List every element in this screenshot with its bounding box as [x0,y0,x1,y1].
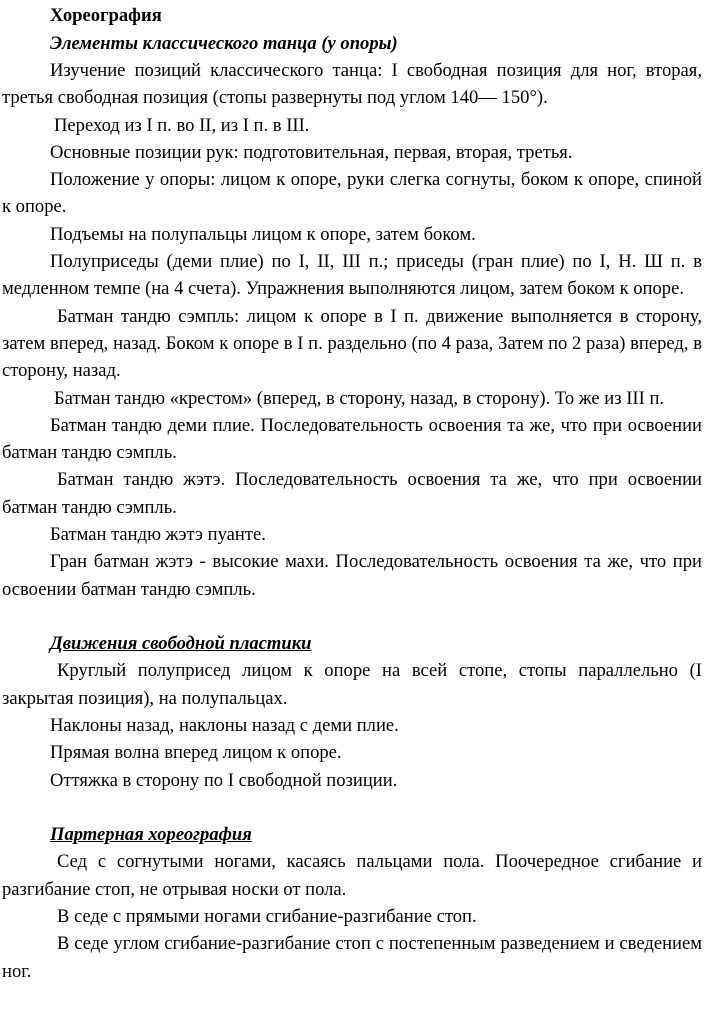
paragraph: Переход из I п. во II, из I п. в III. [54,114,310,136]
paragraph: Основные позиции рук: подготовительная, первая, вторая, третья. [50,141,573,163]
paragraph: Батман тандю сэмпль: лицом к опоре в I п. движение выполняется в сторону, затем вперед, назад. Боком к опоре в I п. раздельно (по 4 раза, Затем по 2 раза) вперед, в сторону, назад. [2,305,702,382]
section-heading-classical: Элементы классического танца (у опоры) [50,32,398,54]
section-heading-parterre: Партерная хореография [50,823,252,845]
section-heading-free-plastic: Движения свободной пластики [50,632,312,654]
paragraph: Изучение позиций классического танца: I свободная позиция для ног, вторая, третья свободная позиция (стопы развернуты под углом 140— 150°). [2,60,702,109]
paragraph: В седе углом сгибание-разгибание стоп с постепенным разведением и сведением ног. [2,933,702,982]
document-page [2,2,702,985]
paragraph: Полуприседы (деми плие) по I, II, III п.; приседы (гран плие) по I, Н. Ш п. в медленном темпе (на 4 счета). Упражнения выполняются лицом, затем боком к опоре. [2,251,702,300]
paragraph: Круглый полуприсед лицом к опоре на всей стопе, стопы параллельно (I закрытая позиция), на полупальцах. [2,660,702,709]
paragraph: Батман тандю деми плие. Последовательность освоения та же, что при освоении батман тандю сэмпль. [2,414,702,464]
paragraph: Прямая волна вперед лицом к опоре. [50,742,342,764]
paragraph: В седе с прямыми ногами сгибание-разгибание стоп. [57,906,477,928]
paragraph: Сед с согнутыми ногами, касаясь пальцами пола. Поочередное сгибание и разгибание стоп, не отрывая носки от пола. [2,851,702,900]
paragraph: Батман тандю жэтэ пуанте. [50,524,266,546]
paragraph: Батман тандю жэтэ. Последовательность освоения та же, что при освоении батман тандю сэмпль. [2,469,702,518]
spacer [2,603,702,630]
paragraph: Наклоны назад, наклоны назад с деми плие. [50,715,399,737]
paragraph: Батман тандю «крестом» (вперед, в сторону, назад, в сторону). То же из III п. [54,387,665,409]
paragraph: Гран батман жэтэ - высокие махи. Последовательность освоения та же, что при освоении батман тандю сэмпль. [2,551,702,600]
paragraph: Оттяжка в сторону по I свободной позиции. [50,769,398,791]
document-title: Хореография [50,5,162,26]
paragraph: Подъемы на полупальцы лицом к опоре, затем боком. [50,223,476,245]
spacer [2,794,702,821]
paragraph: Положение у опоры: лицом к опоре, руки слегка согнуты, боком к опоре, спиной к опоре. [2,169,702,218]
